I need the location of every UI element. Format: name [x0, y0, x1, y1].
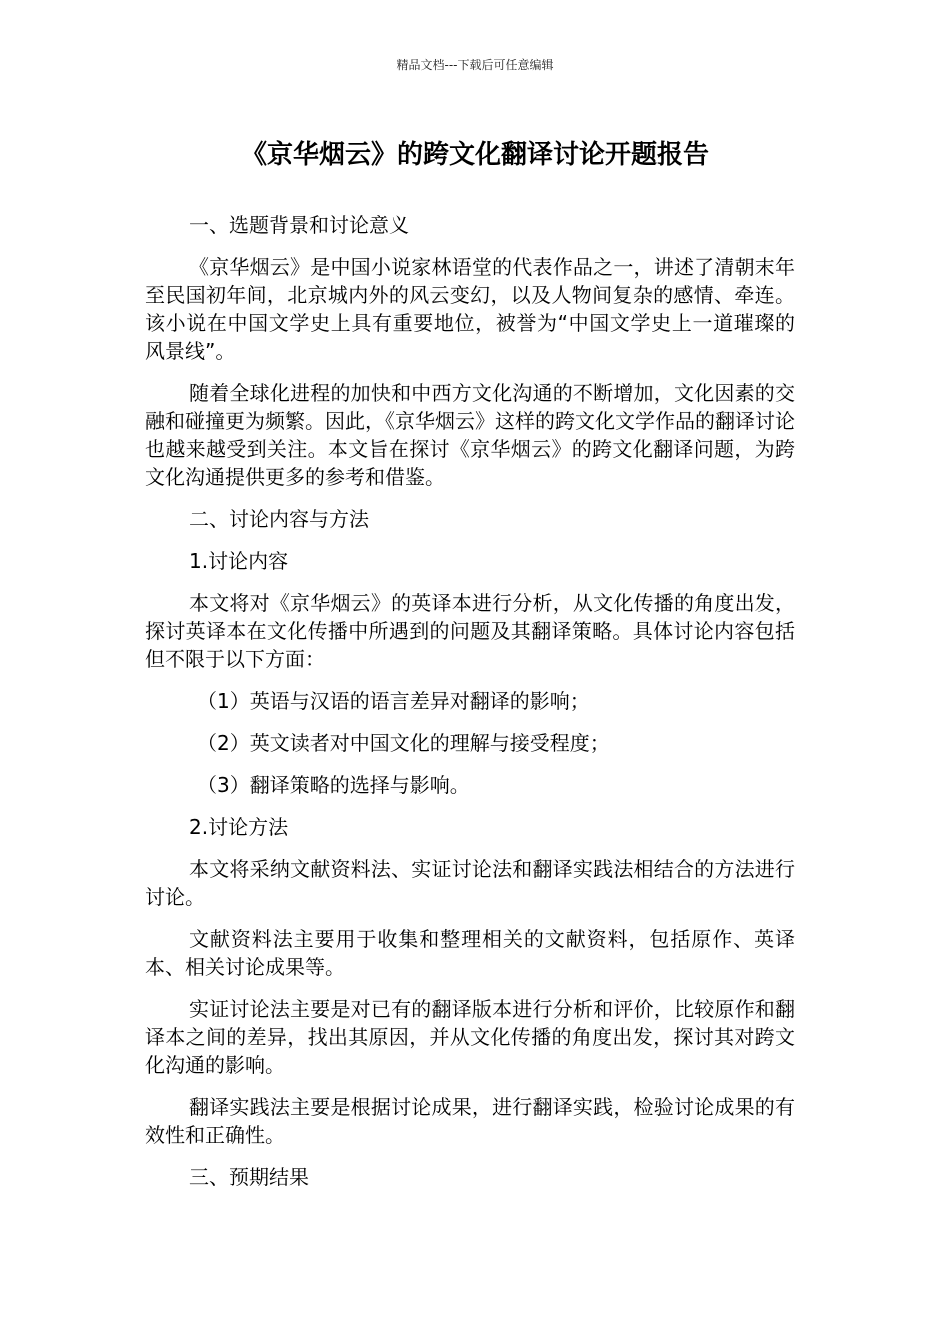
- paragraph: 实证讨论法主要是对已有的翻译版本进行分析和评价，比较原作和翻译本之间的差异，找出其原因，并从文化传播的角度出发，探讨其对跨文化沟通的影响。: [145, 997, 795, 1077]
- paragraph: 随着全球化进程的加快和中西方文化沟通的不断增加，文化因素的交融和碰撞更为频繁。因此，《京华烟云》这样的跨文化文学作品的翻译讨论也越来越受到关注。本文旨在探讨《京华烟云》的跨文化翻译问题，为跨文化沟通提供更多的参考和借鉴。: [145, 381, 795, 489]
- subsection-heading: 2.讨论方法: [189, 815, 289, 839]
- list-item: （3）翻译策略的选择与影响。: [197, 773, 470, 797]
- section-heading: 一、选题背景和讨论意义: [189, 213, 409, 237]
- list-item: （2）英文读者对中国文化的理解与接受程度；: [197, 731, 610, 755]
- subsection-heading: 1.讨论内容: [189, 549, 289, 573]
- document-body: [145, 211, 795, 1191]
- list-item: （1）英语与汉语的语言差异对翻译的影响；: [197, 689, 590, 713]
- document-title: 《京华烟云》的跨文化翻译讨论开题报告: [240, 140, 709, 170]
- paragraph: 本文将对《京华烟云》的英译本进行分析，从文化传播的角度出发，探讨英译本在文化传播中所遇到的问题及其翻译策略。具体讨论内容包括但不限于以下方面：: [145, 591, 795, 671]
- page-header: 精品文档---下载后可任意编辑: [396, 58, 554, 72]
- section-heading: 二、讨论内容与方法: [189, 507, 369, 531]
- section-heading: 三、预期结果: [189, 1165, 309, 1189]
- paragraph: 翻译实践法主要是根据讨论成果，进行翻译实践，检验讨论成果的有效性和正确性。: [145, 1095, 795, 1147]
- paragraph: 本文将采纳文献资料法、实证讨论法和翻译实践法相结合的方法进行讨论。: [145, 857, 795, 909]
- paragraph: 文献资料法主要用于收集和整理相关的文献资料，包括原作、英译本、相关讨论成果等。: [145, 927, 795, 979]
- paragraph: 《京华烟云》是中国小说家林语堂的代表作品之一，讲述了清朝末年至民国初年间，北京城内外的风云变幻，以及人物间复杂的感情、牵连。该小说在中国文学史上具有重要地位，被誉为“中国文学史上一道璀璨的风景线”。: [145, 255, 795, 363]
